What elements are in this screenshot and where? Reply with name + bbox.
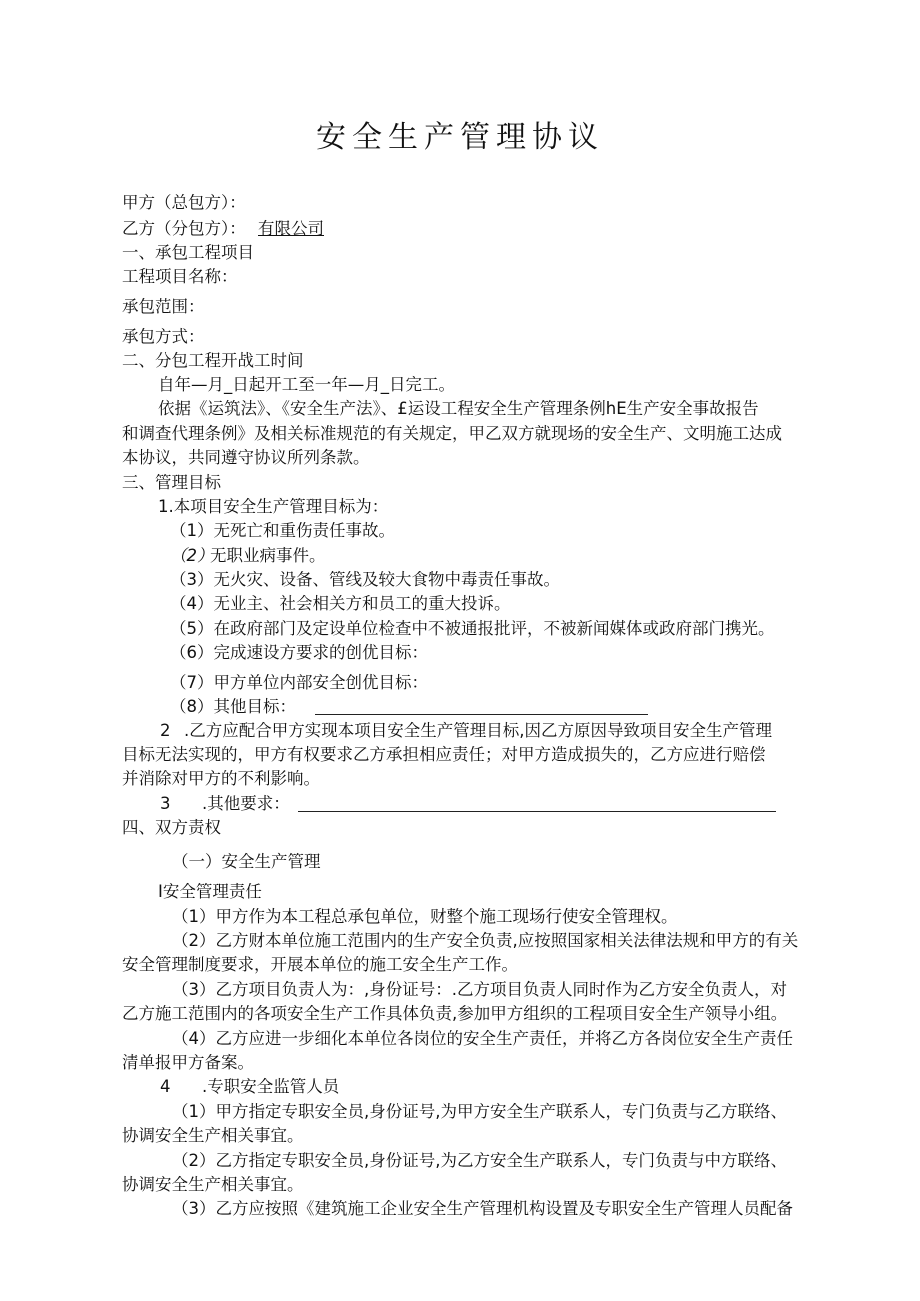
- text-line: 工程项目名称：: [122, 267, 238, 286]
- text-line: 依据《运筑法》、《安全生产法》、£运设工程安全生产管理条例hE生产安全事故报告: [158, 399, 759, 418]
- list-item: （4）无业主、社会相关方和员工的重大投诉。: [170, 594, 511, 613]
- text-line: 1.本项目安全生产管理目标为：: [158, 497, 389, 516]
- text-line: 目标无法实现的，甲方有权要求乙方承担相应责任；对甲方造成损失的，乙方应进行赔偿: [122, 745, 766, 764]
- text-line: 自年—月_日起开工至一年—月_日完工。: [158, 375, 455, 394]
- section-heading: 二、分包工程开战工时间: [122, 351, 304, 370]
- party-b-company: 有限公司: [258, 219, 324, 238]
- fill-blank: [298, 797, 776, 812]
- list-item: （2）乙方财本单位施工范围内的生产安全负责,应按照国家相关法律法规和甲方的有关: [172, 931, 799, 950]
- subsection-heading: I安全管理责任: [158, 882, 262, 901]
- subsection-heading: .专职安全监管人员: [202, 1077, 340, 1096]
- list-item: （1）甲方作为本工程总承包单位，财整个施工现场行使安全管理权。: [172, 907, 678, 926]
- party-a-line: 甲方（总包方）：: [122, 193, 246, 212]
- fill-blank: [315, 700, 648, 715]
- list-item-number: （2）: [170, 546, 214, 565]
- text-line: 和调查代理条例》及相关标准规范的有关规定，甲乙双方就现场的安全生产、文明施工达成: [122, 424, 782, 443]
- document-title: 安全生产管理协议: [316, 120, 604, 155]
- text-line: 并消除对甲方的不利影响。: [122, 769, 320, 788]
- text-line: 承包范围：: [122, 297, 205, 316]
- section-heading: 一、承包工程项目: [122, 243, 254, 262]
- list-item: （6）完成速设方要求的创优目标：: [170, 643, 428, 662]
- party-b-line: 乙方（分包方）：: [122, 219, 246, 238]
- text-line: 安全管理制度要求，开展本单位的施工安全生产工作。: [122, 955, 518, 974]
- text-line: .其他要求：: [202, 794, 290, 813]
- item-number: 2: [160, 721, 171, 740]
- subsection-heading: （一）安全生产管理: [172, 852, 321, 871]
- text-line: 协调安全生产相关事宜。: [122, 1126, 304, 1145]
- list-item: （8）其他目标：: [170, 697, 296, 716]
- text-line: 承包方式：: [122, 327, 205, 346]
- section-heading: 四、双方责权: [122, 818, 221, 837]
- item-number: 3: [160, 794, 171, 813]
- list-item: （2）乙方指定专职安全员,身份证号,为乙方安全生产联系人，专门负责与中方联络、: [172, 1151, 787, 1170]
- text-line: 乙方施工范围内的各项安全生产工作具体负责,参加甲方组织的工程项目安全生产领导小组。: [122, 1004, 788, 1023]
- text-line: 本协议，共同遵守协议所列条款。: [122, 448, 370, 467]
- list-item: （3）乙方项目负责人为：,身份证号：.乙方项目负责人同时作为乙方安全负责人，对: [172, 980, 787, 999]
- list-item: （7）甲方单位内部安全创优目标：: [170, 673, 428, 692]
- list-item: （1）无死亡和重伤责任事故。: [170, 521, 395, 540]
- list-item: 无职业病事件。: [210, 546, 326, 565]
- list-item: （3）无火灾、设备、管线及较大食物中毒责任事故。: [170, 570, 560, 589]
- text-line: 清单报甲方备案。: [122, 1053, 254, 1072]
- list-item: （3）乙方应按照《建筑施工企业安全生产管理机构设置及专职安全生产管理人员配备: [172, 1199, 793, 1218]
- section-heading: 三、管理目标: [122, 473, 221, 492]
- text-line: .乙方应配合甲方实现本项目安全生产管理目标,因乙方原因导致项目安全生产管理: [184, 721, 772, 740]
- list-item: （1）甲方指定专职安全员,身份证号,为甲方安全生产联系人，专门负责与乙方联络、: [172, 1102, 787, 1121]
- item-number: 4: [160, 1077, 171, 1096]
- list-item: （4）乙方应进一步细化本单位各岗位的安全生产责任，并将乙方各岗位安全生产责任: [172, 1029, 793, 1048]
- list-item: （5）在政府部门及定设单位检查中不被通报批评，不被新闻媒体或政府部门携光。: [170, 619, 775, 638]
- text-line: 协调安全生产相关事宜。: [122, 1175, 304, 1194]
